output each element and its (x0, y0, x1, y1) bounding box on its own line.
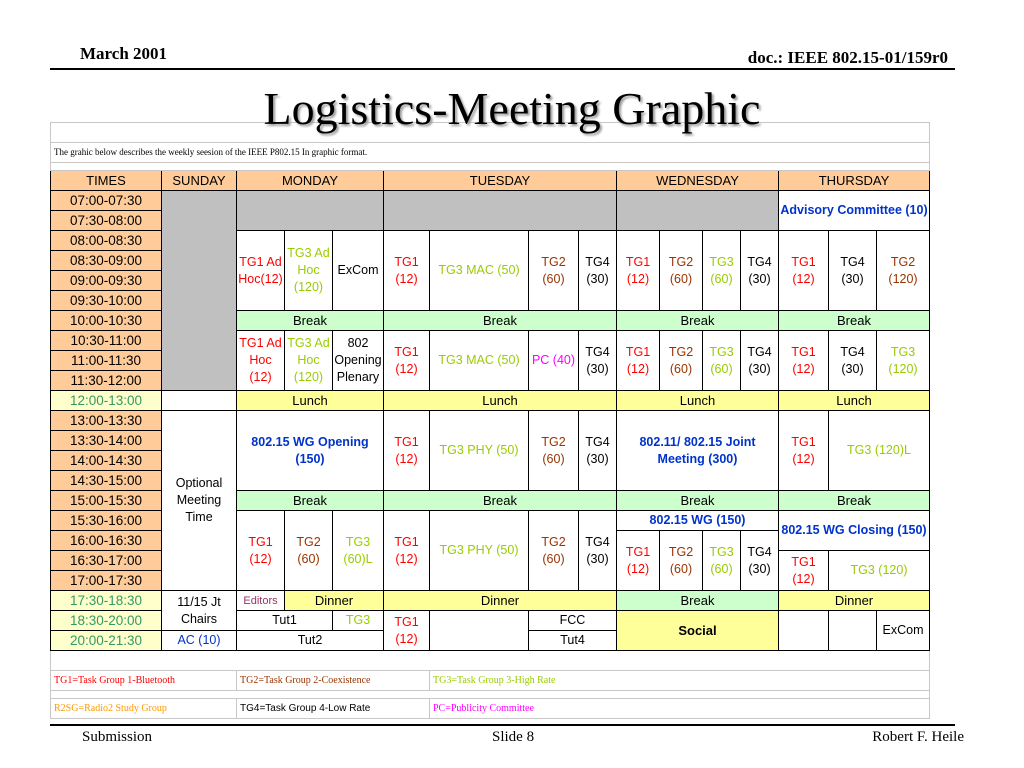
tue-tg1-4: TG1 (12) (384, 511, 430, 591)
thu-tg4: TG4 (30) (829, 231, 877, 311)
tue-pc: PC (40) (529, 331, 579, 391)
thu-excom: ExCom (877, 611, 930, 651)
wed-joint-meeting: 802.11/ 802.15 Joint Meeting (300) (617, 411, 779, 491)
thu-tg3: TG3 (120) (877, 331, 930, 391)
legend-r2sg: R2SG=Radio2 Study Group (51, 699, 237, 719)
wed-tg3: TG3 (60) (703, 231, 741, 311)
wed-tg1-2: TG1 (12) (617, 331, 660, 391)
tue-break: Break (384, 311, 617, 331)
mon-lunch: Lunch (237, 391, 384, 411)
time-slot: 15:00-15:30 (51, 491, 162, 511)
col-wednesday: WEDNESDAY (617, 171, 779, 191)
col-sunday: SUNDAY (162, 171, 237, 191)
wed-break-2: Break (617, 491, 779, 511)
time-slot: 20:00-21:30 (51, 631, 162, 651)
mon-tg1-adhoc: TG1 Ad Hoc(12) (237, 231, 285, 311)
mon-tg3-l: TG3 (60)L (333, 511, 384, 591)
tue-tg4-2: TG4 (30) (579, 331, 617, 391)
thu-tg1-2: TG1 (12) (779, 331, 829, 391)
time-slot: 11:00-11:30 (51, 351, 162, 371)
time-slot: 07:00-07:30 (51, 191, 162, 211)
wed-tg4: TG4 (30) (741, 231, 779, 311)
mon-tg3-adhoc: TG3 Ad Hoc (120) (285, 231, 333, 311)
tue-tg3-phy-2: TG3 PHY (50) (430, 511, 529, 591)
thu-tg1-3: TG1 (12) (779, 411, 829, 491)
tue-fcc: FCC (529, 611, 617, 631)
thu-break-2: Break (779, 491, 930, 511)
tue-tg3-phy: TG3 PHY (50) (430, 411, 529, 491)
schedule-table (50, 122, 930, 719)
header-date: March 2001 (80, 44, 168, 63)
footer-submission: Submission (82, 729, 153, 745)
header-rule (50, 68, 955, 70)
mon-wg-opening: 802.15 WG Opening (150) (237, 411, 384, 491)
time-slot: 09:00-09:30 (51, 271, 162, 291)
thu-tg1: TG1 (12) (779, 231, 829, 311)
tue-tut4: Tut4 (529, 631, 617, 651)
legend-tg2: TG2=Task Group 2-Coexistence (237, 671, 430, 691)
mon-tg3-adhoc-2: TG3 Ad Hoc (120) (285, 331, 333, 391)
wed-tg3-3: TG3 (60) (703, 531, 741, 591)
thu-wg-closing: 802.15 WG Closing (150) (779, 511, 930, 551)
col-times: TIMES (51, 171, 162, 191)
wed-tg2-2: TG2 (60) (660, 331, 703, 391)
tue-tg4: TG4 (30) (579, 231, 617, 311)
thu-tg1-4: TG1 (12) (779, 551, 829, 591)
footer-slide-number: Slide 8 (492, 729, 535, 745)
tue-lunch: Lunch (384, 391, 617, 411)
tue-tg2-4: TG2 (60) (529, 511, 579, 591)
time-slot: 18:30-20:00 (51, 611, 162, 631)
tue-tg2-3: TG2 (60) (529, 411, 579, 491)
col-thursday: THURSDAY (779, 171, 930, 191)
mon-break: Break (237, 311, 384, 331)
time-slot: 16:30-17:00 (51, 551, 162, 571)
sunday-morning-block (162, 191, 237, 391)
sunday-jt-chairs: 11/15 Jt Chairs (162, 591, 237, 631)
wed-break-3: Break (617, 591, 779, 611)
wed-tg2-3: TG2 (60) (660, 531, 703, 591)
wed-break: Break (617, 311, 779, 331)
time-slot: 07:30-08:00 (51, 211, 162, 231)
thu-tg2: TG2 (120) (877, 231, 930, 311)
mon-tg1-adhoc-2: TG1 Ad Hoc (12) (237, 331, 285, 391)
time-slot: 16:00-16:30 (51, 531, 162, 551)
legend-tg3: TG3=Task Group 3-High Rate (430, 671, 930, 691)
tue-dinner: Dinner (384, 591, 617, 611)
sunday-empty (162, 391, 237, 411)
thu-lunch: Lunch (779, 391, 930, 411)
time-slot: 17:30-18:30 (51, 591, 162, 611)
time-slot: 08:00-08:30 (51, 231, 162, 251)
header-doc-id: doc.: IEEE 802.15-01/159r0 (747, 48, 948, 67)
thu-tg4-2: TG4 (30) (829, 331, 877, 391)
col-tuesday: TUESDAY (384, 171, 617, 191)
mon-dinner: Dinner (285, 591, 384, 611)
mon-tg1-4: TG1 (12) (237, 511, 285, 591)
tue-tg3-mac-2: TG3 MAC (50) (430, 331, 529, 391)
tue-tg3-mac: TG3 MAC (50) (430, 231, 529, 311)
tue-tg1: TG1 (12) (384, 231, 430, 311)
wednesday-early-block (617, 191, 779, 231)
tue-break-2: Break (384, 491, 617, 511)
wed-tg1-3: TG1 (12) (617, 531, 660, 591)
intro-note: The grahic below describes the weekly seesion of the IEEE P802.15 In graphic format. (51, 143, 930, 163)
time-slot: 15:30-16:00 (51, 511, 162, 531)
mon-tg2: TG2 (60) (285, 511, 333, 591)
mon-excom: ExCom (333, 231, 384, 311)
mon-editors: Editors (237, 591, 285, 611)
mon-tg3-evening: TG3 (333, 611, 384, 631)
tue-tg2: TG2 (60) (529, 231, 579, 311)
time-slot: 10:30-11:00 (51, 331, 162, 351)
sunday-optional: Optional Meeting Time (162, 411, 237, 591)
thu-tg3-2: TG3 (120) (829, 551, 930, 591)
tue-tg4-3: TG4 (30) (579, 411, 617, 491)
time-slot: 13:00-13:30 (51, 411, 162, 431)
legend-tg1: TG1=Task Group 1-Bluetooth (51, 671, 237, 691)
time-slot: 08:30-09:00 (51, 251, 162, 271)
footer-author: Robert F. Heile (872, 729, 964, 745)
legend-tg4: TG4=Task Group 4-Low Rate (237, 699, 430, 719)
mon-opening-plenary: 802 Opening Plenary (333, 331, 384, 391)
tue-empty (430, 611, 529, 651)
wed-lunch: Lunch (617, 391, 779, 411)
time-slot: 17:00-17:30 (51, 571, 162, 591)
tuesday-early-block (384, 191, 617, 231)
time-slot: 14:00-14:30 (51, 451, 162, 471)
monday-early-block (237, 191, 384, 231)
wed-tg4-2: TG4 (30) (741, 331, 779, 391)
wed-tg3-2: TG3 (60) (703, 331, 741, 391)
tue-tg1-3: TG1 (12) (384, 411, 430, 491)
tue-tg1-2: TG1 (12) (384, 331, 430, 391)
thu-break: Break (779, 311, 930, 331)
wed-social: Social (617, 611, 779, 651)
time-slot: 14:30-15:00 (51, 471, 162, 491)
slide-title: Logistics-Meeting Graphic (263, 83, 761, 134)
footer-rule (50, 724, 955, 726)
time-slot: 10:00-10:30 (51, 311, 162, 331)
legend-pc: PC=Publicity Committee (430, 699, 930, 719)
mon-tut1: Tut1 (237, 611, 333, 631)
wed-tg2: TG2 (60) (660, 231, 703, 311)
time-slot: 13:30-14:00 (51, 431, 162, 451)
thu-dinner: Dinner (779, 591, 930, 611)
time-slot: 12:00-13:00 (51, 391, 162, 411)
mon-tut2: Tut2 (237, 631, 384, 651)
col-monday: MONDAY (237, 171, 384, 191)
advisory-committee: Advisory Committee (10) (779, 191, 930, 231)
wed-tg4-3: TG4 (30) (741, 531, 779, 591)
tue-tg1-evening: TG1 (12) (384, 611, 430, 651)
sunday-ac: AC (10) (162, 631, 237, 651)
time-slot: 09:30-10:00 (51, 291, 162, 311)
wed-tg1: TG1 (12) (617, 231, 660, 311)
mon-break-2: Break (237, 491, 384, 511)
wed-wg: 802.15 WG (150) (617, 511, 779, 531)
thu-empty-2 (829, 611, 877, 651)
thu-tg3-l: TG3 (120)L (829, 411, 930, 491)
thu-empty-1 (779, 611, 829, 651)
time-slot: 11:30-12:00 (51, 371, 162, 391)
tue-tg4-4: TG4 (30) (579, 511, 617, 591)
